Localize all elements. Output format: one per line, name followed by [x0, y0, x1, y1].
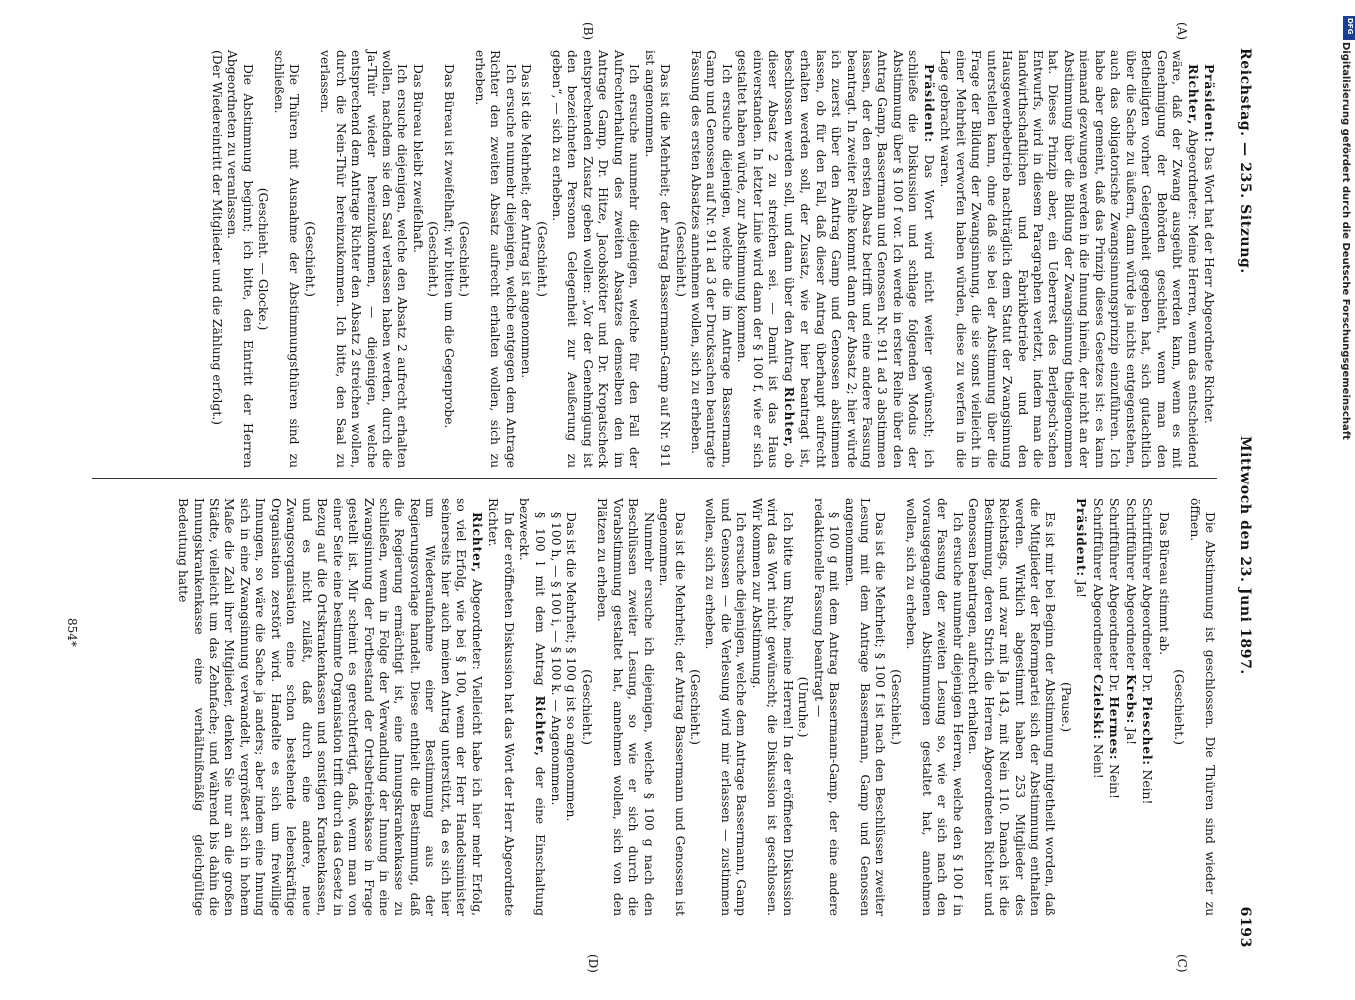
paragraph: In der eröffneten Diskussion hat das Wort der Herr Abgeordnete Richter. [486, 498, 516, 916]
paragraph: Das ist die Mehrheit; der Antrag Bassermann-Gamp auf Nr. 911 ist angenommen. [642, 50, 673, 468]
document-page [35, 18, 1275, 978]
paragraph: (Der Wiedereintritt der Mitglieder und die Zählung erfolgt.) [210, 50, 224, 425]
paragraph: Es ist mir bei Beginn der Abstimmung mitgetheilt worden, daß die Mitglieder der Reformpartei sich der Abstimmung enthalten werden. Wirklich abgestimmt haben 253 Mitglieder des Reichstags, und zwar mit Ja 143, mit Nein 110. Danach ist die Bestimmung, deren Strich die Herren Abgeordneten Richter und Genossen beantragen, aufrecht erhalten. [966, 498, 1058, 916]
paragraph: Schriftführer Abgeordneter Dr. Hermes: Nein! [1107, 498, 1123, 799]
paragraph: Schriftführer Abgeordneter Dr. Pieschel: Nein! [1140, 498, 1156, 805]
paragraph: Das ist die Mehrheit; § 100 g ist so angenommen. [564, 512, 579, 822]
paragraph: Nunmehr ersuche ich diejenigen, welche § 100 g nach den Beschlüssen zweiter Lesung, so wie er sich durch die Vorabstimmung gestaltet hat, annehmen wollen, sich von den Plätzen zu erheben. [595, 498, 656, 916]
paragraph: Präsident: Das Wort wird nicht weiter gewünscht; ich schließe die Diskussion und schlage folgenden Modus der Abstimmung über § 100 f vor. Ich werde in erster Reihe über den Antrag Gamp, Bassermann und Genossen Nr. 911 ad 3 abstimmen lassen, der den ersten Absatz betrifft und eine andere Fassung beantragt. In zweiter Reihe kommt dann der Absatz 2; hier würde ich zuerst über den Antrag Gamp und Genossen abstimmen lassen, ob für den Fall, daß dieser Antrag überhaupt aufrecht erhalten werden soll, der Zusatz, wie er hier beantragt ist, beschlossen werden soll, und dann über den Antrag Richter, ob dieser Absatz 2 zu streichen sei. — Damit ist das Haus einverstanden. In letzter Linie wird dann der § 100 f, wie er sich gestaltet haben würde, zur Abstimmung kommen. [735, 50, 937, 469]
paragraph: Das ist die Mehrheit; § 100 f ist nach den Beschlüssen zweiter Lesung mit dem Antrage Bassermann, Gamp und Genossen angenommen. [842, 498, 888, 916]
header-page-number: 6193 [1237, 906, 1253, 948]
credit-text: Digitalisierung gefördert durch die Deutsche Forschungsgemeinschaft [1340, 42, 1351, 440]
paragraph: Richter, Abgeordneter: Vielleicht habe ich hier mehr Erfolg, so viel Erfolg, wie bei § 100, wenn der Herr Handelsminister seinerseits hier auch meinen Antrag unterstützt, da es sich hier um Wiederaufnahme einer Bestimmung aus der Regierungsvorlage handelt. Diese enthielt die Bestimmung, daß die Regierung ermächtigt ist, eine Innungskrankenkasse zu schließen, wenn in Folge der Verwandlung der Innung in eine Zwangsinnung der Fortbestand der Ortsbetriebskasse in Frage gestellt ist. Mir scheint es gerechtfertigt, daß, wenn man von einer Seite eine bestimmte Organisation trifft durch das Gesetz in Bezug auf die Ortskrankenkassen und sonstigen Krankenkassen, und es nicht zuläßt, daß durch eine andere, neue Zwangsorganisation eine schon bestehende lebenskräftige Organisation zerstört wird. Handelte es sich um freiwillige Innungen, so wäre die Sache ja anders; aber indem eine Innung sich in eine Zwangsinnung verwandelt, vergrößert sich in hohem Maße die Zahl ihrer Mitglieder, denken Sie nur an die großen Städte, vielleicht um das Zehnfache; und während bis dahin die Innungskrankenkasse eine verhältnißmäßig gleichgültige Bedeutung hatte [176, 498, 485, 916]
paragraph: Die Abstimmung beginnt; ich bitte, den Eintritt der Herren Abgeordneten zu veranlassen. [225, 50, 255, 468]
margin-mark-d: (D) [586, 954, 600, 973]
paragraph: Die Abstimmung ist geschlossen. Die Thüren sind wieder zu öffnen. [1187, 498, 1217, 916]
stage-direction: (Geschieht.) [1172, 669, 1187, 745]
digitization-credit [1340, 12, 1354, 992]
stage-direction: (Unruhe.) [796, 676, 811, 738]
dfg-logo: DFG [1343, 16, 1355, 40]
text-column-right [87, 498, 1217, 916]
stage-direction: (Geschieht.) [426, 221, 441, 297]
paragraph: Ich ersuche diejenigen, welche die im Antrage Bassermann, Gamp und Genossen auf Nr. 911 ad 3 der Drucksachen beantragte Fassung des ersten Absatzes annehmen wollen, sich zu erheben. [689, 50, 734, 468]
paragraph: Das Büreau ist zweifelhaft; wir bitten um die Gegenprobe. [441, 64, 456, 429]
header-session: Reichstag. — 235. Sitzung. [1237, 48, 1253, 274]
stage-direction: (Geschieht.) [579, 669, 594, 745]
paragraph: Präsident: Das Wort hat der Herr Abgeordnete Richter. [1202, 64, 1217, 424]
column-divider [92, 478, 1217, 479]
stage-direction: (Geschieht.) [457, 221, 472, 297]
stage-direction: (Geschieht.) [302, 221, 317, 297]
signature-mark: 854* [65, 618, 79, 647]
paragraph: Ich ersuche nunmehr diejenigen Herren, welche den § 100 f in der Fassung der zweiten Lesung so, wie er sich nach den vorausgegangenen Abstimmungen gestaltet hat, annehmen wollen, sich zu erheben. [904, 498, 965, 916]
paragraph: Ich bitte um Ruhe, meine Herren! In der eröffneten Diskussion wird das Wort nicht gewünscht; die Diskussion ist geschlossen. Wir kommen zur Abstimmung. [749, 498, 795, 916]
paragraph: Schriftführer Abgeordneter Krebs: Ja! [1123, 498, 1139, 746]
margin-mark-c: (C) [1175, 954, 1189, 973]
header-date: Mittwoch den 23. Juni 1897. [1237, 436, 1253, 675]
stage-direction: (Geschieht.) [688, 669, 703, 745]
paragraph: Richter, Abgeordneter: Meine Herren, wenn das entscheidend wäre, daß der Zwang ausgeübt werden kann, wenn es mit Genehmigung der Behörden geschieht, wenn man den Betheiligten vorher Gelegenheit gegeben hat, sich gutachtlich über die Sache zu äußern, dann würde ja nichts entgegenstehen, auch das obligatorische Zwangsinnungsprinzip einzuführen. Ich habe aber gemeint, daß das Prinzip dieses Gesetzes ist: es kann niemand gezwungen werden in die Innung hinein, der nicht an der Abstimmung über die Bildung der Zwangsinnung theilgenommen hat. Dieses Prinzip aber, ein Ueberrest des Berlepsch'schen Entwurfs, wird in diesem Paragraphen verletzt, indem man die landwirthschaftlichen und Fabrikbetriebe und den Hausgewerbebetrieb nachträglich dem Statut der Zwangsinnung unterstellen kann, ohne daß sie bei der Abstimmung über die Frage der Bildung der Zwangsinnung, die sie sonst vielleicht in einer Mehrheit verworfen haben würden, diese zu werfen in die Lage gebracht waren. [938, 50, 1201, 468]
stage-direction: (Pause.) [1058, 681, 1073, 733]
paragraph: Präsident: Ja! [1074, 498, 1090, 598]
paragraph: § 100 g mit dem Antrag Bassermann-Gamp, der eine andere redaktionelle Fassung beantragt — [811, 498, 842, 916]
paragraph: Das ist die Mehrheit; der Antrag ist angenommen. [519, 64, 534, 379]
paragraph: Ich ersuche diejenigen, welche dem Antrage Bassermann, Gamp und Genossen — die Verlesung wird mir erlassen — zustimmen wollen, sich zu erheben. [703, 498, 749, 916]
text-column-left [87, 50, 1217, 468]
paragraph: Die Thüren mit Ausnahme der Abstimmungsthüren sind zu schließen. [271, 50, 302, 468]
paragraph: Schriftführer Abgeordneter Czielski: Nein! [1090, 498, 1106, 779]
margin-mark-b: (B) [581, 22, 595, 41]
paragraph: Ich ersuche nunmehr diejenigen, welche für den Fall der Aufrechterhaltung des zweiten Absatzes demselben den im Antrage Gamp, Dr. Hitze, Jacobskötter und Dr. Kropatscheck entsprechenden Zusatz geben wollen: „Vor der Genehmigung ist den bezeichneten Personen Gelegenheit zur Aeußerung zu geben“, — sich zu erheben. [549, 50, 642, 468]
margin-mark-a: (A) [1175, 22, 1189, 41]
paragraph: Das ist die Mehrheit; der Antrag Bassermann und Genossen ist angenommen. [657, 498, 687, 916]
page-header [1223, 48, 1253, 948]
paragraph: Das Büreau bleibt zweifelhaft. [410, 64, 425, 254]
paragraph: § 100 h, — § 100 i, — § 100 k. — Angenommen. [548, 512, 563, 806]
stage-direction: (Geschieht. — Glocke.) [256, 187, 271, 331]
paragraph: Ich ersuche nunmehr diejenigen, welche entgegen dem Antrage Richter den zweiten Absatz aufrecht erhalten wollen, sich zu erheben. [472, 50, 518, 468]
paragraph: Ich ersuche diejenigen, welche den Absatz 2 aufrecht erhalten wollen, nachdem sie den Saal verlassen haben werden, durch die Ja-Thür wieder hereinzukommen, — diejenigen, welche entsprechend dem Antrage Richter den Absatz 2 streichen wollen, durch die Nein-Thür hereinzukommen. Ich bitte, den Saal zu verlassen. [318, 50, 410, 468]
paragraph: Das Büreau stimmt ab. [1156, 512, 1171, 656]
paragraph: § 100 l mit dem Antrag Richter, der eine Einschaltung bezweckt. [517, 498, 548, 916]
stage-direction: (Geschieht.) [534, 221, 549, 297]
stage-direction: (Geschieht.) [673, 221, 688, 297]
stage-direction: (Geschieht.) [888, 669, 903, 745]
